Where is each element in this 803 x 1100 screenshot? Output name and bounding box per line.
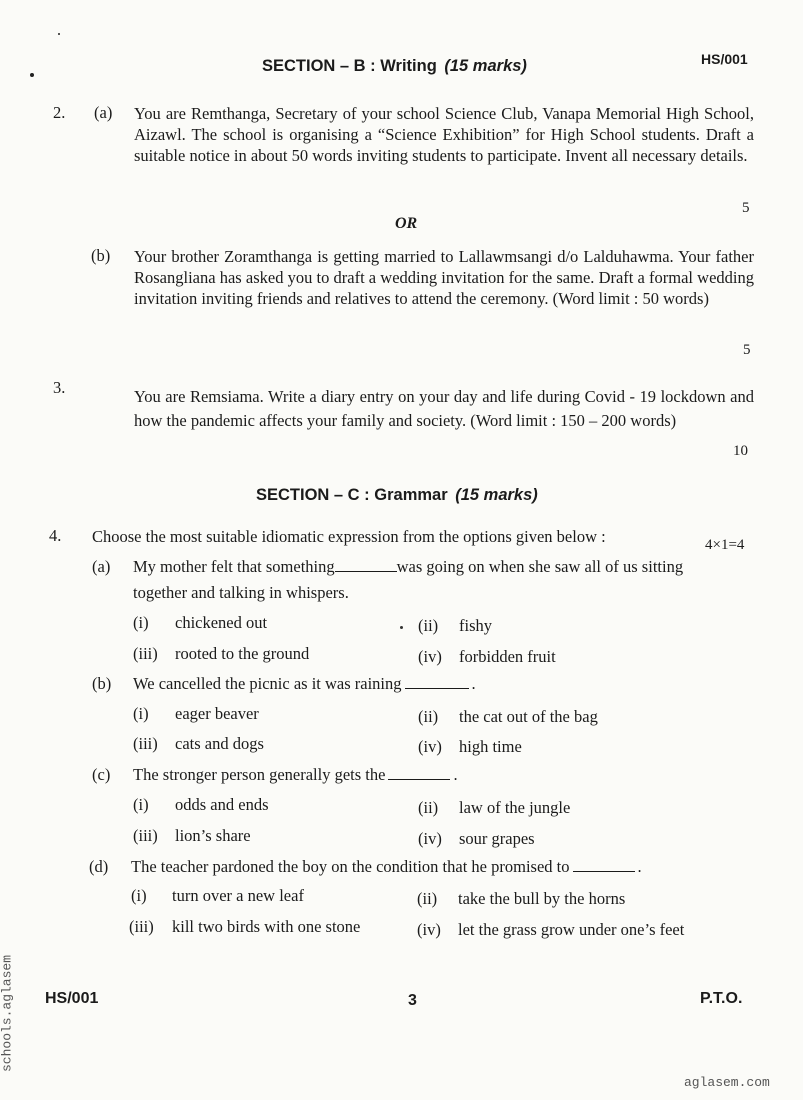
section-c-marks: (15 marks) [455, 486, 538, 504]
q4-instruction: Choose the most suitable idiomatic expression from the options given below : [92, 527, 606, 546]
q4d-option-iii: kill two birds with one stone [172, 917, 361, 936]
q4d-option-i: turn over a new leaf [172, 886, 304, 905]
q4d-text-after: . [637, 857, 642, 876]
q4a-text-after: was going on when she saw all of us sitting [396, 557, 684, 576]
footer-paper-code: HS/001 [45, 990, 99, 1007]
q4c-option-ii-label: (ii) [418, 798, 439, 817]
scan-dot [30, 73, 34, 77]
page-number: 3 [408, 992, 417, 1009]
header-paper-code: HS/001 [701, 51, 748, 67]
q4a-stem [133, 557, 683, 577]
q4c-option-iv-label: (iv) [418, 829, 442, 848]
q2a-marks: 5 [742, 200, 750, 216]
section-b-marks: (15 marks) [444, 57, 527, 75]
q2a-text: You are Remthanga, Secretary of your school Science Club, Vanapa Memorial High School, Aizawl. The school is organising a “Science Exhibition” for High School students. Draft a suitable notice in about 50 words inviting students to participate. Invent all necessary details. [134, 104, 754, 165]
q4c-stem [133, 765, 458, 785]
q4a-blank [335, 570, 397, 572]
q4b-option-iv-label: (iv) [418, 737, 442, 756]
q4a-option-ii: fishy [459, 616, 492, 635]
q4d-option-ii: take the bull by the horns [458, 889, 626, 908]
q4c-option-i: odds and ends [175, 795, 269, 814]
section-b-heading [262, 57, 527, 76]
section-c-heading [256, 486, 538, 505]
q4d-option-iv-label: (iv) [417, 920, 441, 939]
q4c-option-iii-label: (iii) [133, 826, 158, 845]
q4-marks: 4×1=4 [705, 537, 745, 553]
q4a-text-before: My mother felt that something [133, 557, 335, 576]
q4d-option-iv: let the grass grow under one’s feet [458, 920, 685, 939]
q2b-text: Your brother Zoramthanga is getting married to Lallawmsangi d/o Lalduhawma. Your father Rosangliana has asked you to draft a wedding invitation for the same. Draft a formal wedding invitation inviting friends and relatives to attend the ceremony. (Word limit : 50 words) [134, 247, 754, 308]
q3-text: You are Remsiama. Write a diary entry on your day and life during Covid - 19 lockdown and how the pandemic affects your family and society. (Word limit : 150 – 200 words) [134, 387, 754, 430]
q2b-label: (b) [91, 246, 111, 265]
q4b-option-iii-label: (iii) [133, 734, 158, 753]
q3-marks: 10 [733, 443, 748, 459]
q4c-text-after: . [453, 765, 458, 784]
q4b-text-after: . [471, 674, 476, 693]
q4a-option-i-label: (i) [133, 613, 149, 632]
pto-label: P.T.O. [700, 990, 743, 1007]
q4a-option-iii: rooted to the ground [175, 644, 310, 663]
q4-number: 4. [49, 526, 62, 545]
section-c-title: SECTION – C : Grammar [256, 486, 448, 504]
q4c-option-iii: lion’s share [175, 826, 251, 845]
q4b-option-iv: high time [459, 737, 522, 756]
q2b-marks: 5 [743, 342, 751, 358]
q4d-stem [131, 857, 642, 877]
q4a-label: (a) [92, 557, 111, 576]
q4c-option-i-label: (i) [133, 795, 149, 814]
or-divider: OR [395, 215, 418, 232]
q4a-option-iv: forbidden fruit [459, 647, 556, 666]
q4a-option-ii-label: (ii) [418, 616, 439, 635]
q4b-option-ii: the cat out of the bag [459, 707, 598, 726]
q4b-option-i-label: (i) [133, 704, 149, 723]
q4b-option-i: eager beaver [175, 704, 259, 723]
q4b-option-iii: cats and dogs [175, 734, 264, 753]
q4c-blank [388, 778, 450, 780]
q4d-label: (d) [89, 857, 109, 876]
q4c-option-ii: law of the jungle [459, 798, 571, 817]
q4d-option-iii-label: (iii) [129, 917, 154, 936]
q4b-label: (b) [92, 674, 112, 693]
q4d-option-ii-label: (ii) [417, 889, 438, 908]
q2a-label: (a) [94, 103, 113, 122]
q4a-option-iv-label: (iv) [418, 647, 442, 666]
q4c-text-before: The stronger person generally gets the [133, 765, 386, 784]
side-watermark: schools.aglasem [0, 954, 15, 1073]
q4b-blank [405, 687, 469, 689]
q4d-blank [573, 870, 635, 872]
q4b-stem [133, 674, 476, 694]
q4b-option-ii-label: (ii) [418, 707, 439, 726]
q4a-option-iii-label: (iii) [133, 644, 158, 663]
q4a-option-i: chickened out [175, 613, 268, 632]
q4c-option-iv: sour grapes [459, 829, 535, 848]
q4b-text-before: We cancelled the picnic as it was raining [133, 674, 402, 693]
q3-number: 3. [53, 378, 66, 397]
q4c-label: (c) [92, 765, 111, 784]
scan-dot [400, 626, 403, 629]
q2-number: 2. [53, 103, 66, 122]
bottom-watermark: aglasem.com [684, 1075, 770, 1090]
scan-dot [58, 33, 60, 35]
q4d-text-before: The teacher pardoned the boy on the condition that he promised to [131, 857, 570, 876]
q4d-option-i-label: (i) [131, 886, 147, 905]
section-b-title: SECTION – B : Writing [262, 57, 437, 75]
q4a-text-line2: together and talking in whispers. [133, 583, 349, 602]
